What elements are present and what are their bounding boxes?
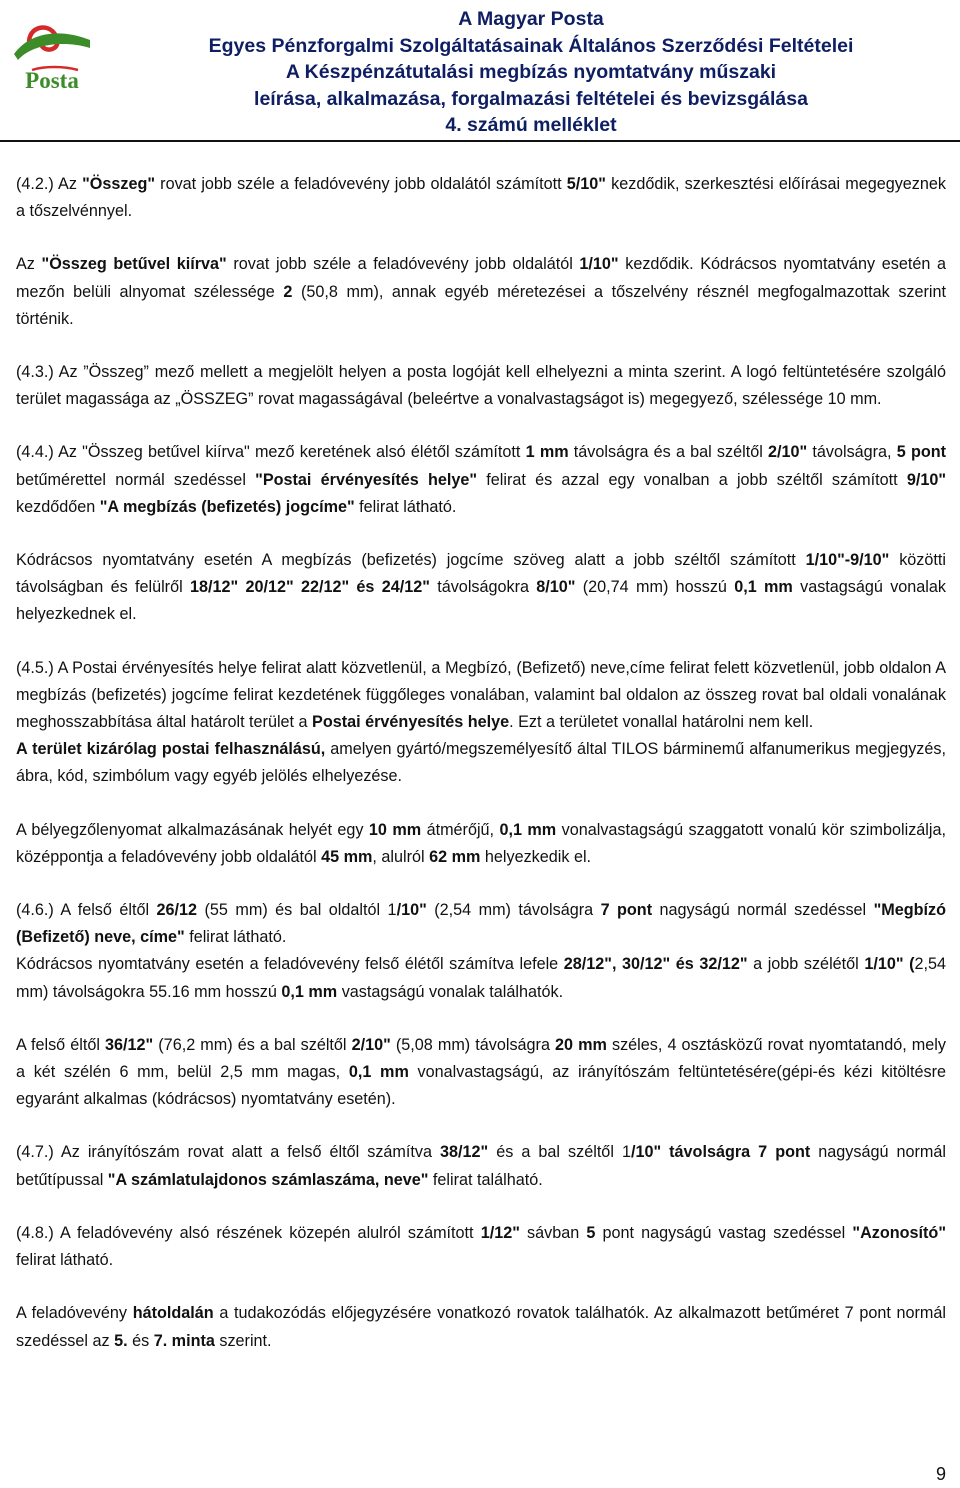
bold-text: 10 mm	[368, 820, 422, 839]
text-run: (2,54 mm) távolságra	[426, 901, 601, 920]
text-run: kezdődik. Kódrácsos nyomtatvány esetén a mezőn belüli alnyomat szélessége	[16, 255, 946, 301]
posta-logo	[8, 14, 98, 104]
text-run: (20,74 mm) hosszú	[575, 578, 735, 597]
paragraph-kodracsos-1	[16, 547, 946, 629]
paragraph-osszeg-betuvel	[16, 251, 946, 333]
text-run: . Ezt a területet vonallal határolni nem kell.	[509, 713, 814, 732]
bold-text: 7. minta	[153, 1331, 215, 1350]
text-run: felirat látható.	[354, 497, 457, 516]
text-run: vastagságú vonalak helyezkednek el.	[16, 578, 946, 624]
bold-text: "Postai érvényesítés helye"	[255, 470, 478, 489]
bold-text: "Azonosító"	[852, 1223, 946, 1242]
bold-text: 5 pont	[896, 443, 946, 462]
text-run: A feladóvevény	[16, 1304, 133, 1323]
text-run: felirat és azzal egy vonalban a jobb széltől számított	[477, 470, 907, 489]
page-number: 9	[935, 1464, 946, 1484]
text-run: rovat jobb széle a feladóvevény jobb oldalától	[226, 255, 580, 274]
bold-text: 8/10"	[536, 578, 576, 597]
text-run: nagyságú normál szedéssel	[652, 901, 874, 920]
bold-text: 38/12"	[440, 1143, 489, 1162]
text-run: távolságra,	[807, 443, 897, 462]
bold-text: 1/10" (	[864, 955, 915, 974]
text-run: a jobb szélétől	[747, 955, 865, 974]
bold-text: 5	[586, 1223, 596, 1242]
bold-text: "Megbízó (Befizető) neve, címe"	[16, 901, 947, 947]
bold-text: 5.	[114, 1331, 128, 1350]
text-run: közötti távolságban és felülről	[16, 551, 946, 597]
text-run: helyezkedik el.	[480, 847, 592, 866]
bold-text: Postai érvényesítés helye	[312, 713, 510, 732]
bold-text: 1/10"-9/10"	[805, 551, 890, 570]
paragraph-hatoldal	[16, 1300, 946, 1354]
text-run: Kódrácsos nyomtatvány esetén a feladóvevény felső élétől számítva lefele	[16, 955, 564, 974]
bold-text: 45 mm	[321, 847, 373, 866]
header-line-5: 4. számú melléklet	[445, 114, 617, 136]
text-run: (4.8.) A feladóvevény alsó részének közepén alulról számított	[16, 1223, 481, 1242]
paragraph-4-5	[16, 655, 946, 737]
bold-text: /10" távolságra 7 pont	[630, 1143, 811, 1162]
text-run: (50,8 mm), annak egyéb méretezései a tőszelvény résznél megfogalmazottak szerint történik.	[16, 282, 946, 328]
document-body	[16, 171, 946, 1355]
header-title-block	[110, 6, 952, 139]
text-run: és	[127, 1331, 154, 1350]
paragraph-iranyitoszam	[16, 1032, 946, 1114]
text-run: (4.7.) Az irányítószám rovat alatt a felső éltől számítva	[16, 1143, 441, 1162]
paragraph-4-8	[16, 1220, 946, 1274]
bold-text: 20 mm	[555, 1035, 607, 1054]
text-run: (5,08 mm) távolságra	[390, 1035, 556, 1054]
text-run: , alulról	[372, 847, 430, 866]
text-run: felirat látható.	[16, 1251, 114, 1270]
paragraph-kodracsos-2	[16, 951, 946, 1005]
bold-text: 0,1 mm	[348, 1063, 409, 1082]
paragraph-4-4	[16, 439, 946, 521]
text-run: szerint.	[214, 1331, 272, 1350]
text-run: (55 mm) és bal oldaltól 1	[197, 901, 397, 920]
text-run: pont nagyságú vastag szedéssel	[595, 1223, 853, 1242]
text-run: kezdődően	[16, 497, 100, 516]
bold-text: "Összeg betűvel kiírva"	[41, 255, 227, 274]
text-run: Az	[16, 255, 42, 274]
text-run: vastagságú vonalak találhatók.	[337, 982, 564, 1001]
bold-text: 9/10"	[906, 470, 947, 489]
bold-text: "Összeg"	[82, 175, 156, 193]
text-run: Kódrácsos nyomtatvány esetén A megbízás (befizetés) jogcíme szöveg alatt a jobb széltől számított	[16, 551, 806, 570]
bold-text: /10"	[396, 901, 427, 920]
bold-text: 28/12", 30/12" és 32/12"	[563, 955, 748, 974]
text-run: nagyságú normál betűtípussal	[16, 1143, 946, 1189]
text-run: átmérőjű,	[421, 820, 500, 839]
paragraph-4-7	[16, 1139, 946, 1193]
header-line-3: A Készpénzátutalási megbízás nyomtatvány műszaki	[285, 61, 777, 83]
text-run: betűmérettel normál szedéssel	[16, 470, 256, 489]
bold-text: 1/12"	[480, 1223, 520, 1242]
page-header	[0, 0, 960, 143]
posta-horn-icon	[8, 14, 98, 104]
bold-text: 62 mm	[429, 847, 481, 866]
bold-text: 36/12"	[105, 1035, 154, 1054]
bold-text: 2/10"	[351, 1035, 391, 1054]
text-run: (4.2.) Az	[16, 175, 83, 193]
text-run: vonalvastagságú, az irányítószám feltüntetésére(gépi-és kézi kitöltésre egyaránt alkalmas (kódrácsos) nyomtatvány esetén).	[16, 1063, 946, 1109]
text-run: széles, 4 osztásközű rovat nyomtatandó, mely a két szélén 6 mm, belül 2,5 mm magas,	[16, 1035, 946, 1082]
text-run: vonalvastagságú szaggatott vonalú kör szimbolizálja, középpontja a feladóvevény jobb oldalától	[16, 820, 946, 866]
text-run: távolságokra	[429, 578, 537, 597]
bold-text: 1/10"	[579, 255, 619, 274]
paragraph-terulet	[16, 736, 946, 790]
text-run: A felső éltől	[16, 1035, 106, 1054]
bold-text: 26/12	[156, 901, 198, 920]
text-run: rovat jobb széle a feladóvevény jobb oldalától számított	[155, 175, 567, 193]
text-run: (4.3.) Az ”Összeg” mező mellett a megjelölt helyen a posta logóját kell elhelyezni a minta szerint. A logó feltüntetésére szolgáló terület magassága az „ÖSSZEG” rovat magasságával (beleértve a vonalvastagságot is) megegyező, szélessége 10 mm.	[16, 363, 946, 409]
bold-text: 0,1 mm	[281, 982, 338, 1001]
paragraph-4-3	[16, 359, 946, 413]
bold-text: 0,1 mm	[499, 820, 557, 839]
bold-text: 0,1 mm	[734, 578, 793, 597]
text-run: (4.4.) Az "Összeg betűvel kiírva" mező keretének alsó élétől számított	[16, 443, 526, 462]
bold-text: "A megbízás (befizetés) jogcíme"	[99, 497, 355, 516]
bold-text: 5/10"	[566, 175, 606, 193]
text-run: 2,54 mm) távolságokra 55.16 mm hosszú	[16, 955, 947, 1001]
paragraph-belyegzo	[16, 817, 946, 871]
bold-text: 1 mm	[525, 443, 569, 462]
text-run: felirat található.	[428, 1170, 543, 1189]
text-run: (76,2 mm) és a bal széltől	[153, 1035, 352, 1054]
header-line-4: leírása, alkalmazása, forgalmazási feltételei és bevizsgálása	[254, 87, 808, 110]
bold-text: 18/12" 20/12" 22/12" és 24/12"	[189, 578, 430, 597]
bold-text: "A számlatulajdonos számlaszáma, neve"	[107, 1170, 429, 1189]
header-line-2: Egyes Pénzforgalmi Szolgáltatásainak Általános Szerződési Feltételei	[208, 34, 854, 57]
text-run: a tudakozódás előjegyzésére vonatkozó rovatok találhatók. Az alkalmazott betűméret 7 pont normál szedéssel az	[16, 1304, 947, 1350]
bold-text: hátoldalán	[132, 1304, 214, 1323]
header-divider	[0, 140, 960, 142]
logo-text: Posta	[25, 68, 79, 93]
text-run: (4.6.) A felső éltől	[16, 901, 157, 920]
bold-text: 7 pont	[600, 901, 653, 920]
header-line-1: A Magyar Posta	[458, 8, 604, 30]
text-run: és a bal széltől 1	[488, 1143, 631, 1162]
text-run: (4.5.) A Postai érvényesítés helye felirat alatt közvetlenül, a Megbízó, (Befizető) neve,címe felirat felett közvetlenül, jobb oldalon A megbízás (befizetés) jogcíme felirat kezdetének függőleges vonalában, valamint bal oldalon az összeg rovat bal oldali vonalának meghosszabbítása által határolt terület a	[16, 658, 946, 732]
text-run: sávban	[519, 1223, 587, 1242]
text-run: felirat látható.	[184, 928, 287, 947]
text-run: távolságra és a bal széltől	[568, 443, 768, 462]
text-run: amelyen gyártó/megszemélyesítő által TILOS bárminemű alfanumerikus megjegyzés, ábra, kód, szimbólum vagy egyéb jelölés elhelyezése.	[16, 740, 946, 786]
bold-text: 2/10"	[768, 443, 808, 462]
text-run: kezdődik, szerkesztési előírásai megegyeznek a tőszelvénnyel.	[16, 175, 946, 221]
paragraph-4-6	[16, 897, 946, 951]
text-run: A bélyegzőlenyomat alkalmazásának helyét egy	[16, 820, 369, 839]
bold-text: 2	[283, 282, 293, 301]
paragraph-4-2	[16, 171, 946, 225]
bold-text: A terület kizárólag postai felhasználású,	[16, 740, 326, 759]
